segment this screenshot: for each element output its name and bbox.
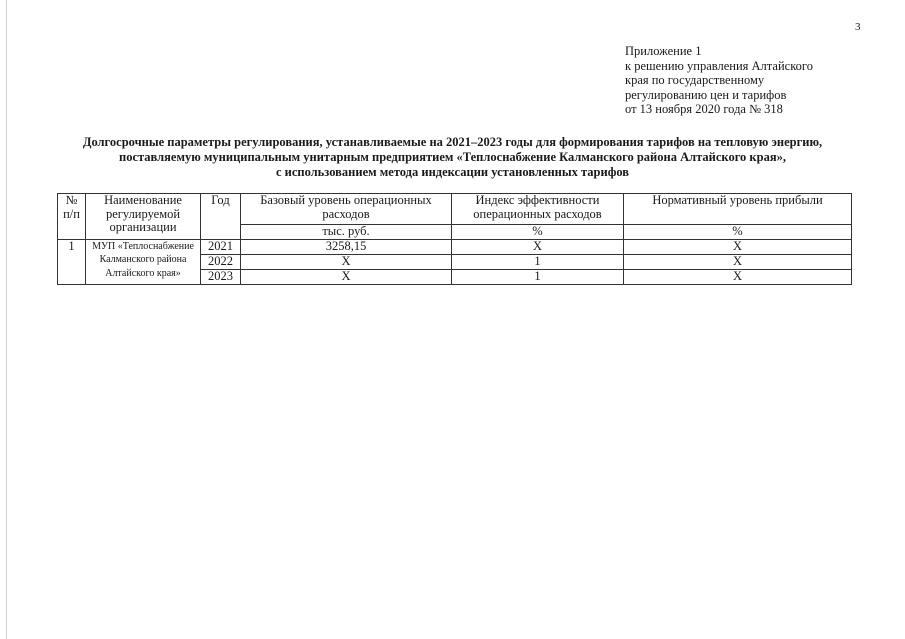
page-number: 3 (855, 21, 861, 33)
cell-profit-level: X (624, 269, 852, 284)
appendix-line: Приложение 1 (625, 44, 702, 58)
document-title (30, 135, 875, 180)
organization-name: МУП «Теплоснабжение Калманского района Алтайского края» (86, 239, 201, 284)
regulation-parameters-table (57, 193, 852, 285)
cell-profit-level: X (624, 254, 852, 269)
cell-efficiency-index: X (452, 239, 624, 254)
cell-profit-level: X (624, 239, 852, 254)
table-row (58, 239, 852, 254)
cell-efficiency-index: 1 (452, 269, 624, 284)
header-efficiency-index: Индекс эффективности операционных расходов (452, 194, 624, 225)
unit-profit-level: % (624, 225, 852, 240)
title-line: поставляемую муниципальным унитарным предприятием «Теплоснабжение Калманского района Алтайского края», (119, 150, 786, 164)
cell-year: 2023 (201, 269, 241, 284)
scan-edge-line (6, 0, 7, 639)
header-base-level: Базовый уровень операционных расходов (241, 194, 452, 225)
appendix-line: края по государственному (625, 73, 765, 87)
title-line: Долгосрочные параметры регулирования, устанавливаемые на 2021–2023 годы для формирования тарифов на тепловую энергию, (82, 135, 823, 149)
header-profit-level: Нормативный уровень прибыли (624, 194, 852, 225)
cell-efficiency-index: 1 (452, 254, 624, 269)
header-num: № п/п (58, 194, 86, 240)
unit-base-level: тыс. руб. (241, 225, 452, 240)
row-num: 1 (58, 239, 86, 284)
title-line: с использованием метода индексации установленных тарифов (275, 165, 630, 179)
header-year: Год (201, 194, 241, 240)
appendix-line: регулированию цен и тарифов (625, 87, 787, 102)
appendix-line: от 13 ноября 2020 года № 318 (625, 102, 783, 116)
cell-base-level: X (241, 269, 452, 284)
cell-base-level: 3258,15 (241, 239, 452, 254)
cell-base-level: X (241, 254, 452, 269)
appendix-line: к решению управления Алтайского (625, 58, 813, 73)
cell-year: 2022 (201, 254, 241, 269)
header-organization: Наименование регулируемой организации (86, 194, 201, 240)
appendix-block (625, 44, 885, 117)
cell-year: 2021 (201, 239, 241, 254)
unit-efficiency-index: % (452, 225, 624, 240)
